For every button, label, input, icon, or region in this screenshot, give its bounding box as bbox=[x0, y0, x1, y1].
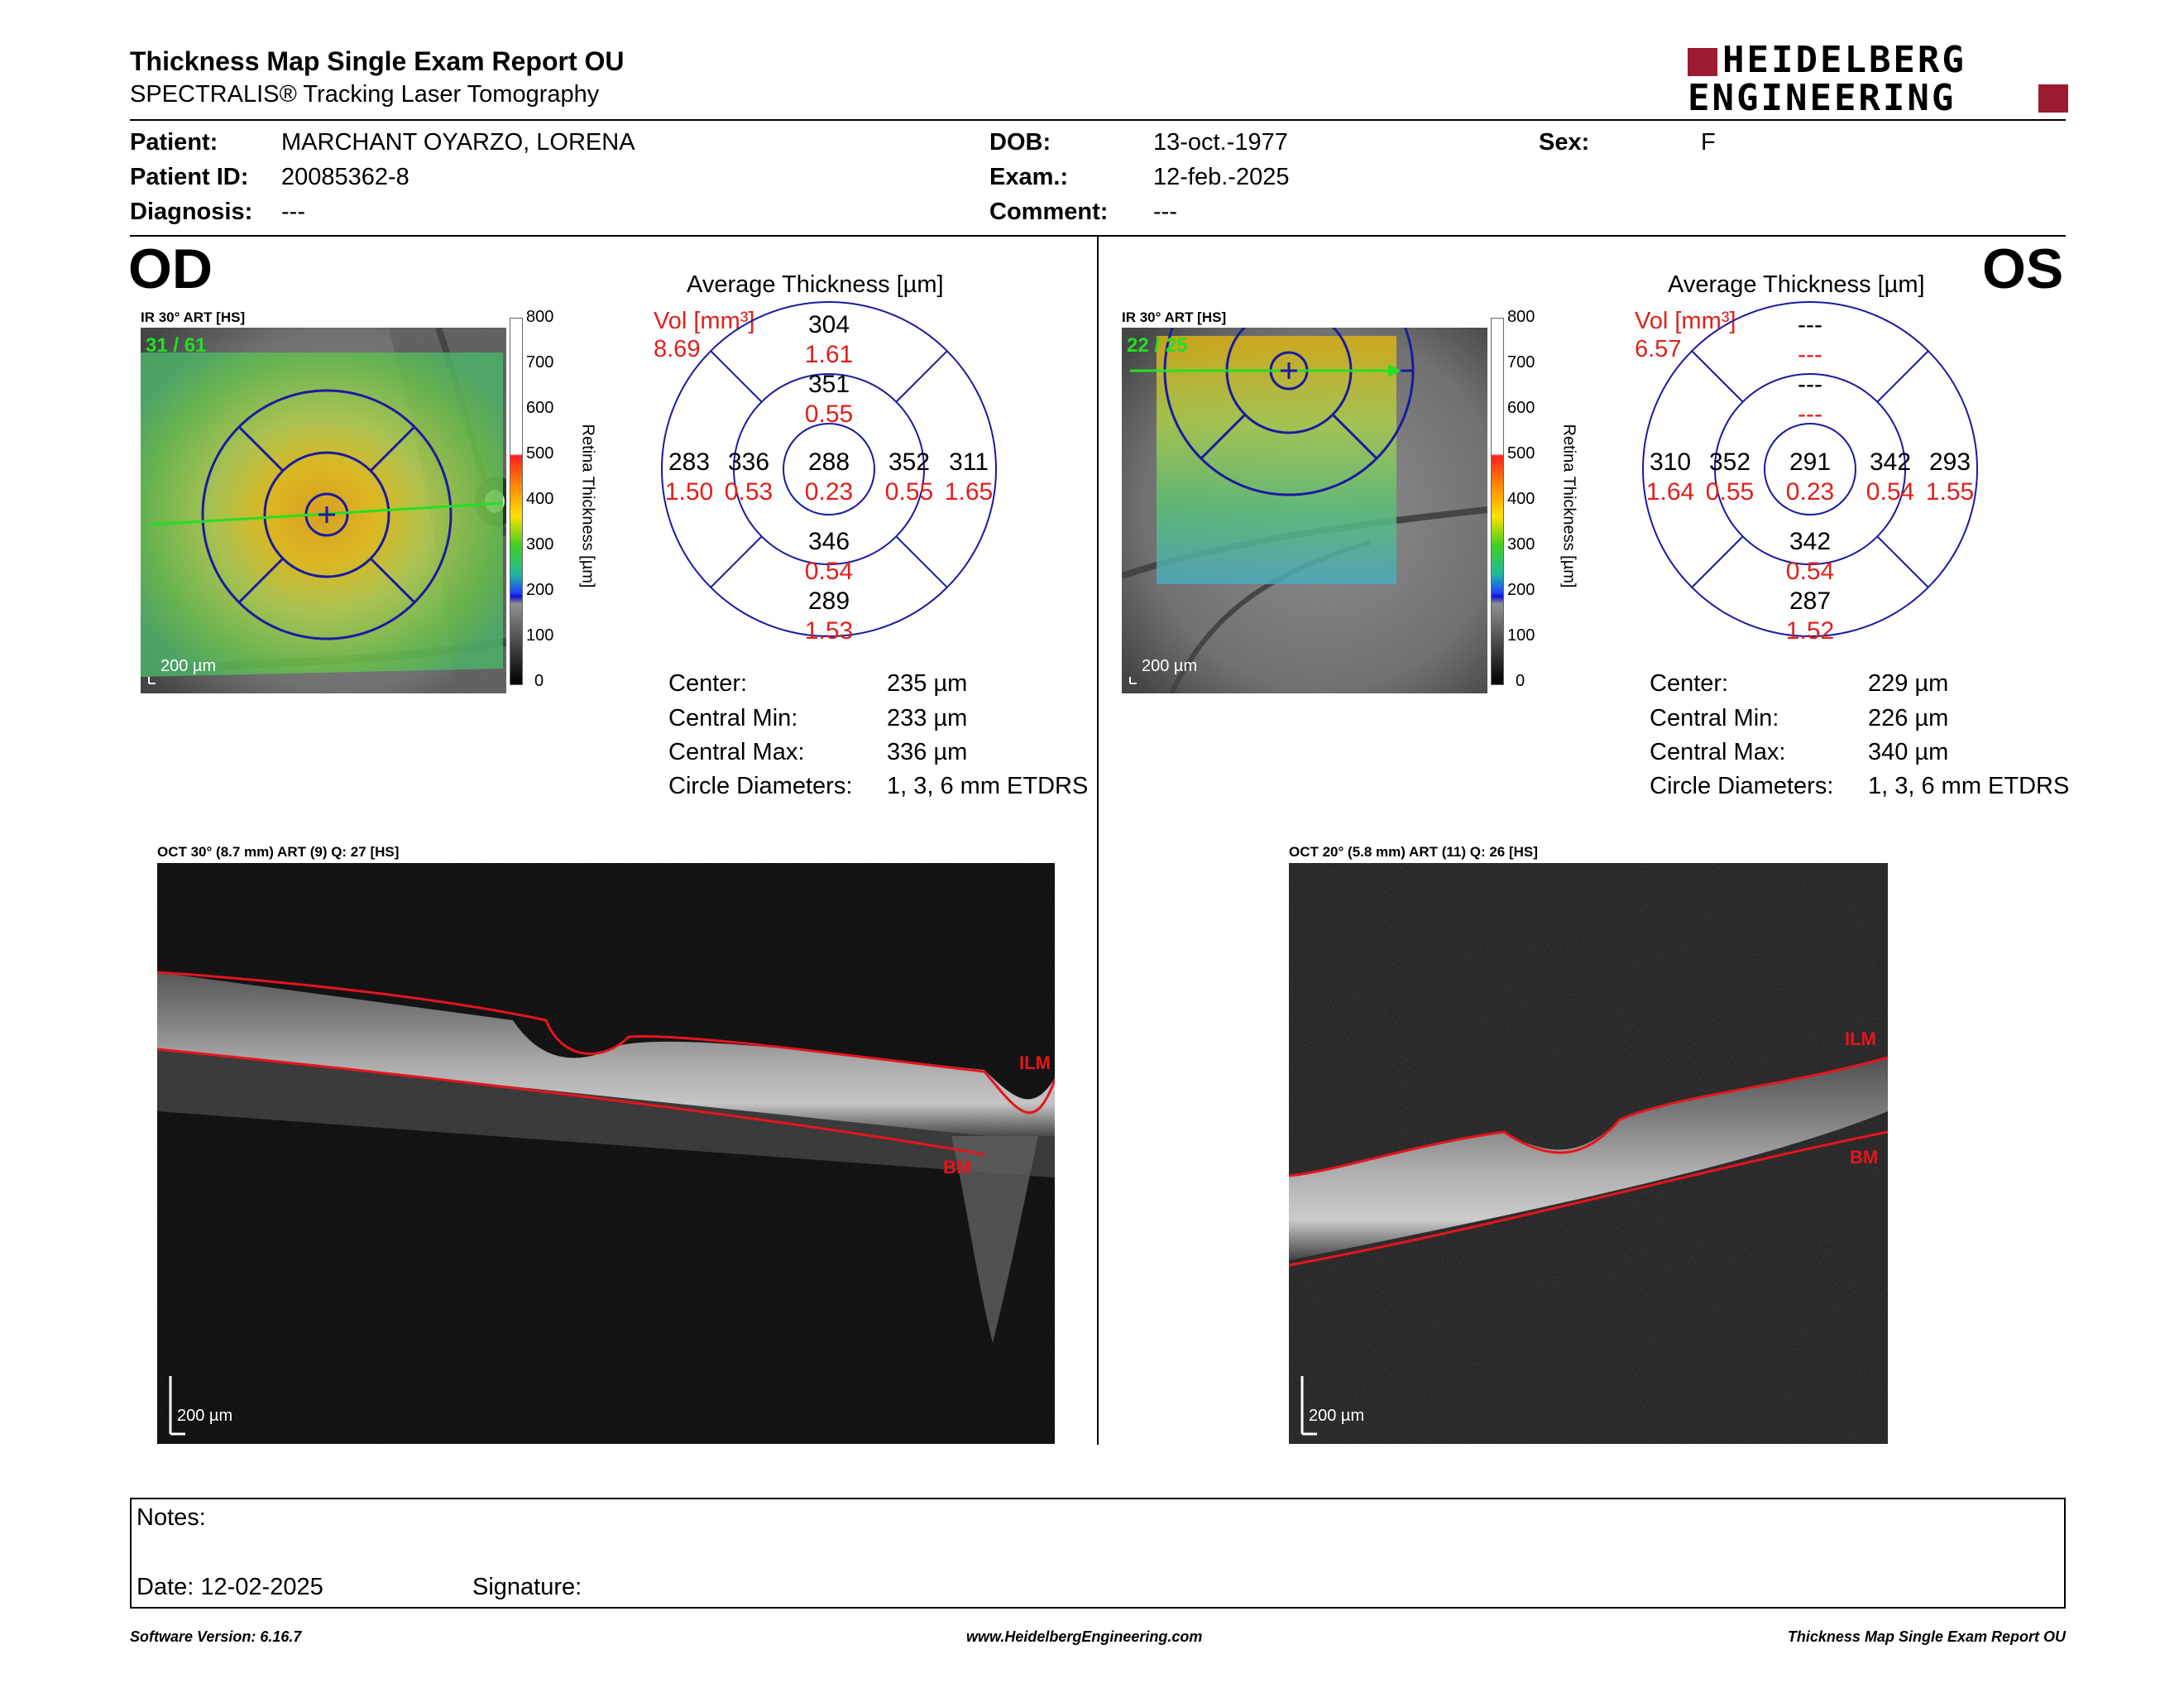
od-inner-right-vol: 0.55 bbox=[884, 478, 934, 506]
os-bm-label: BM bbox=[1850, 1147, 1879, 1168]
os-outer-top: --- bbox=[1798, 311, 1822, 338]
os-max-value: 340 µm bbox=[1868, 739, 1949, 765]
od-bm-label: BM bbox=[943, 1157, 972, 1177]
logo-line2: ENGINEERING bbox=[1688, 77, 1956, 119]
tick-0: 0 bbox=[534, 672, 544, 690]
patient-id: 20085362-8 bbox=[281, 164, 410, 190]
od-colorbar-label: Retina Thickness [µm] bbox=[578, 424, 597, 588]
od-outer-bottom-vol: 1.53 bbox=[804, 617, 854, 645]
header-divider bbox=[130, 119, 2066, 121]
date-label: Date: 12-02-2025 bbox=[136, 1574, 323, 1600]
exam-label: Exam.: bbox=[989, 164, 1069, 190]
os-vol-value: 6.57 bbox=[1635, 336, 1682, 362]
tick-600: 600 bbox=[1507, 399, 1535, 417]
footer-report-name: Thickness Map Single Exam Report OU bbox=[1787, 1628, 2066, 1645]
os-center-value: 229 µm bbox=[1868, 670, 1949, 697]
os-inner-bottom: 342 bbox=[1789, 528, 1832, 555]
tick-100: 100 bbox=[1507, 626, 1535, 645]
od-max-value: 336 µm bbox=[887, 739, 968, 765]
od-min-label: Central Min: bbox=[668, 705, 798, 731]
tick-700: 700 bbox=[1507, 353, 1535, 372]
od-diam-label: Circle Diameters: bbox=[668, 773, 853, 799]
os-outer-bottom: 287 bbox=[1789, 587, 1832, 615]
od-inner-right: 352 bbox=[888, 448, 931, 476]
os-min-value: 226 µm bbox=[1868, 705, 1949, 731]
comment-value: --- bbox=[1153, 199, 1177, 225]
heidelberg-logo bbox=[1688, 39, 2068, 119]
tick-200: 200 bbox=[1507, 581, 1535, 599]
os-colorbar-label: Retina Thickness [µm] bbox=[1559, 424, 1578, 588]
os-inner-bottom-vol: 0.54 bbox=[1785, 558, 1835, 585]
tick-100: 100 bbox=[526, 626, 554, 645]
os-colorbar bbox=[1491, 318, 1504, 685]
patient-name: MARCHANT OYARZO, LORENA bbox=[281, 129, 635, 156]
os-inner-top: --- bbox=[1798, 371, 1822, 398]
patient-id-label: Patient ID: bbox=[130, 164, 249, 190]
od-inner-left: 336 bbox=[727, 448, 770, 476]
od-oct-scale: 200 µm bbox=[177, 1407, 233, 1425]
tick-0: 0 bbox=[1516, 672, 1525, 690]
logo-line1: HEIDELBERG bbox=[1722, 39, 1966, 81]
os-fundus-scale: 200 µm bbox=[1142, 657, 1198, 675]
od-inner-bottom-vol: 0.54 bbox=[804, 558, 854, 585]
os-outer-top-vol: --- bbox=[1798, 341, 1822, 368]
od-inner-left-vol: 0.53 bbox=[724, 478, 774, 506]
od-outer-right: 311 bbox=[949, 448, 989, 476]
tick-600: 600 bbox=[526, 399, 554, 417]
notes-box bbox=[130, 1498, 2066, 1609]
comment-label: Comment: bbox=[989, 199, 1109, 225]
exam-value: 12-feb.-2025 bbox=[1153, 164, 1290, 190]
tick-400: 400 bbox=[526, 490, 554, 508]
os-ir-counter: 22 / 25 bbox=[1127, 334, 1188, 357]
os-fundus-thickness-map bbox=[1122, 328, 1487, 693]
dob-label: DOB: bbox=[989, 129, 1051, 156]
tick-500: 500 bbox=[526, 444, 554, 463]
od-min-value: 233 µm bbox=[887, 705, 968, 731]
od-vol-label: Vol [mm³] bbox=[654, 308, 755, 334]
os-inner-left: 352 bbox=[1708, 448, 1751, 476]
os-oct-bscan bbox=[1289, 863, 1888, 1444]
od-outer-top-vol: 1.61 bbox=[804, 341, 854, 368]
os-diam-label: Circle Diameters: bbox=[1650, 773, 1834, 799]
od-outer-bottom: 289 bbox=[807, 587, 850, 615]
os-outer-left-vol: 1.64 bbox=[1645, 478, 1695, 506]
os-inner-right: 342 bbox=[1869, 448, 1912, 476]
os-grid-values bbox=[1640, 300, 1980, 645]
od-oct-bscan bbox=[157, 863, 1055, 1444]
os-ir-header: IR 30° ART [HS] bbox=[1122, 309, 1227, 325]
od-center-vol: 0.23 bbox=[804, 478, 854, 506]
tick-800: 800 bbox=[1507, 308, 1535, 326]
od-center: 288 bbox=[807, 448, 850, 476]
od-oct-header: OCT 30° (8.7 mm) ART (9) Q: 27 [HS] bbox=[157, 844, 400, 860]
report-subtitle: SPECTRALIS® Tracking Laser Tomography bbox=[130, 81, 600, 108]
notes-label: Notes: bbox=[136, 1504, 206, 1531]
os-oct-header: OCT 20° (5.8 mm) ART (11) Q: 26 [HS] bbox=[1289, 844, 1538, 860]
sex-label: Sex: bbox=[1539, 129, 1590, 156]
website-link[interactable]: www.HeidelbergEngineering.com bbox=[966, 1628, 1203, 1645]
od-inner-top-vol: 0.55 bbox=[804, 400, 854, 428]
os-min-label: Central Min: bbox=[1650, 705, 1779, 731]
tick-500: 500 bbox=[1507, 444, 1535, 463]
od-diam-value: 1, 3, 6 mm ETDRS bbox=[887, 773, 1089, 799]
tick-200: 200 bbox=[526, 581, 554, 599]
software-version: Software Version: 6.16.7 bbox=[130, 1628, 302, 1645]
logo-red-square-left bbox=[1688, 48, 1717, 76]
os-center-vol: 0.23 bbox=[1785, 478, 1835, 506]
os-inner-left-vol: 0.55 bbox=[1705, 478, 1755, 506]
od-fundus-scale: 200 µm bbox=[160, 657, 217, 675]
os-colorbar-ticks bbox=[1507, 308, 1549, 697]
diagnosis-value: --- bbox=[281, 199, 305, 225]
os-center: 291 bbox=[1789, 448, 1832, 476]
od-center-value: 235 µm bbox=[887, 670, 968, 697]
os-max-label: Central Max: bbox=[1650, 739, 1786, 765]
os-inner-right-vol: 0.54 bbox=[1866, 478, 1915, 506]
od-ilm-label: ILM bbox=[1019, 1053, 1051, 1073]
od-inner-bottom: 346 bbox=[807, 528, 850, 555]
od-fundus-thickness-map bbox=[141, 328, 506, 693]
diagnosis-label: Diagnosis: bbox=[130, 199, 253, 225]
os-center-label: Center: bbox=[1650, 670, 1729, 697]
patient-label: Patient: bbox=[130, 129, 218, 156]
od-center-label: Center: bbox=[668, 670, 748, 697]
tick-700: 700 bbox=[526, 353, 554, 372]
od-colorbar-ticks bbox=[526, 308, 568, 697]
od-outer-top: 304 bbox=[807, 311, 850, 338]
od-max-label: Central Max: bbox=[668, 739, 805, 765]
os-oct-scale: 200 µm bbox=[1309, 1407, 1365, 1425]
os-outer-bottom-vol: 1.52 bbox=[1785, 617, 1835, 645]
os-outer-right: 293 bbox=[1928, 448, 1971, 476]
tick-300: 300 bbox=[526, 535, 554, 554]
od-inner-top: 351 bbox=[807, 371, 850, 398]
signature-label: Signature: bbox=[472, 1574, 582, 1600]
os-ilm-label: ILM bbox=[1845, 1029, 1876, 1049]
eye-divider bbox=[1097, 237, 1099, 1445]
tick-300: 300 bbox=[1507, 535, 1535, 554]
os-outer-right-vol: 1.55 bbox=[1925, 478, 1975, 506]
od-vol-value: 8.69 bbox=[654, 336, 701, 362]
tick-400: 400 bbox=[1507, 490, 1535, 508]
os-inner-top-vol: --- bbox=[1798, 400, 1822, 428]
od-eye-label: OD bbox=[128, 237, 213, 300]
od-outer-right-vol: 1.65 bbox=[944, 478, 994, 506]
od-ir-header: IR 30° ART [HS] bbox=[141, 309, 246, 325]
od-avg-title: Average Thickness [µm] bbox=[687, 271, 944, 298]
od-outer-left: 283 bbox=[668, 448, 711, 476]
sex-value: F bbox=[1701, 129, 1716, 156]
os-eye-label: OS bbox=[1982, 237, 2064, 300]
tick-800: 800 bbox=[526, 308, 554, 326]
od-grid-values bbox=[659, 300, 999, 645]
os-vol-label: Vol [mm³] bbox=[1635, 308, 1736, 334]
od-colorbar bbox=[510, 318, 523, 685]
od-ir-counter: 31 / 61 bbox=[146, 334, 207, 357]
dob-value: 13-oct.-1977 bbox=[1153, 129, 1288, 156]
logo-red-square-right bbox=[2038, 84, 2068, 113]
od-outer-left-vol: 1.50 bbox=[664, 478, 714, 506]
os-avg-title: Average Thickness [µm] bbox=[1668, 271, 1925, 298]
report-title: Thickness Map Single Exam Report OU bbox=[130, 46, 625, 76]
os-diam-value: 1, 3, 6 mm ETDRS bbox=[1868, 773, 2070, 799]
os-outer-left: 310 bbox=[1649, 448, 1692, 476]
